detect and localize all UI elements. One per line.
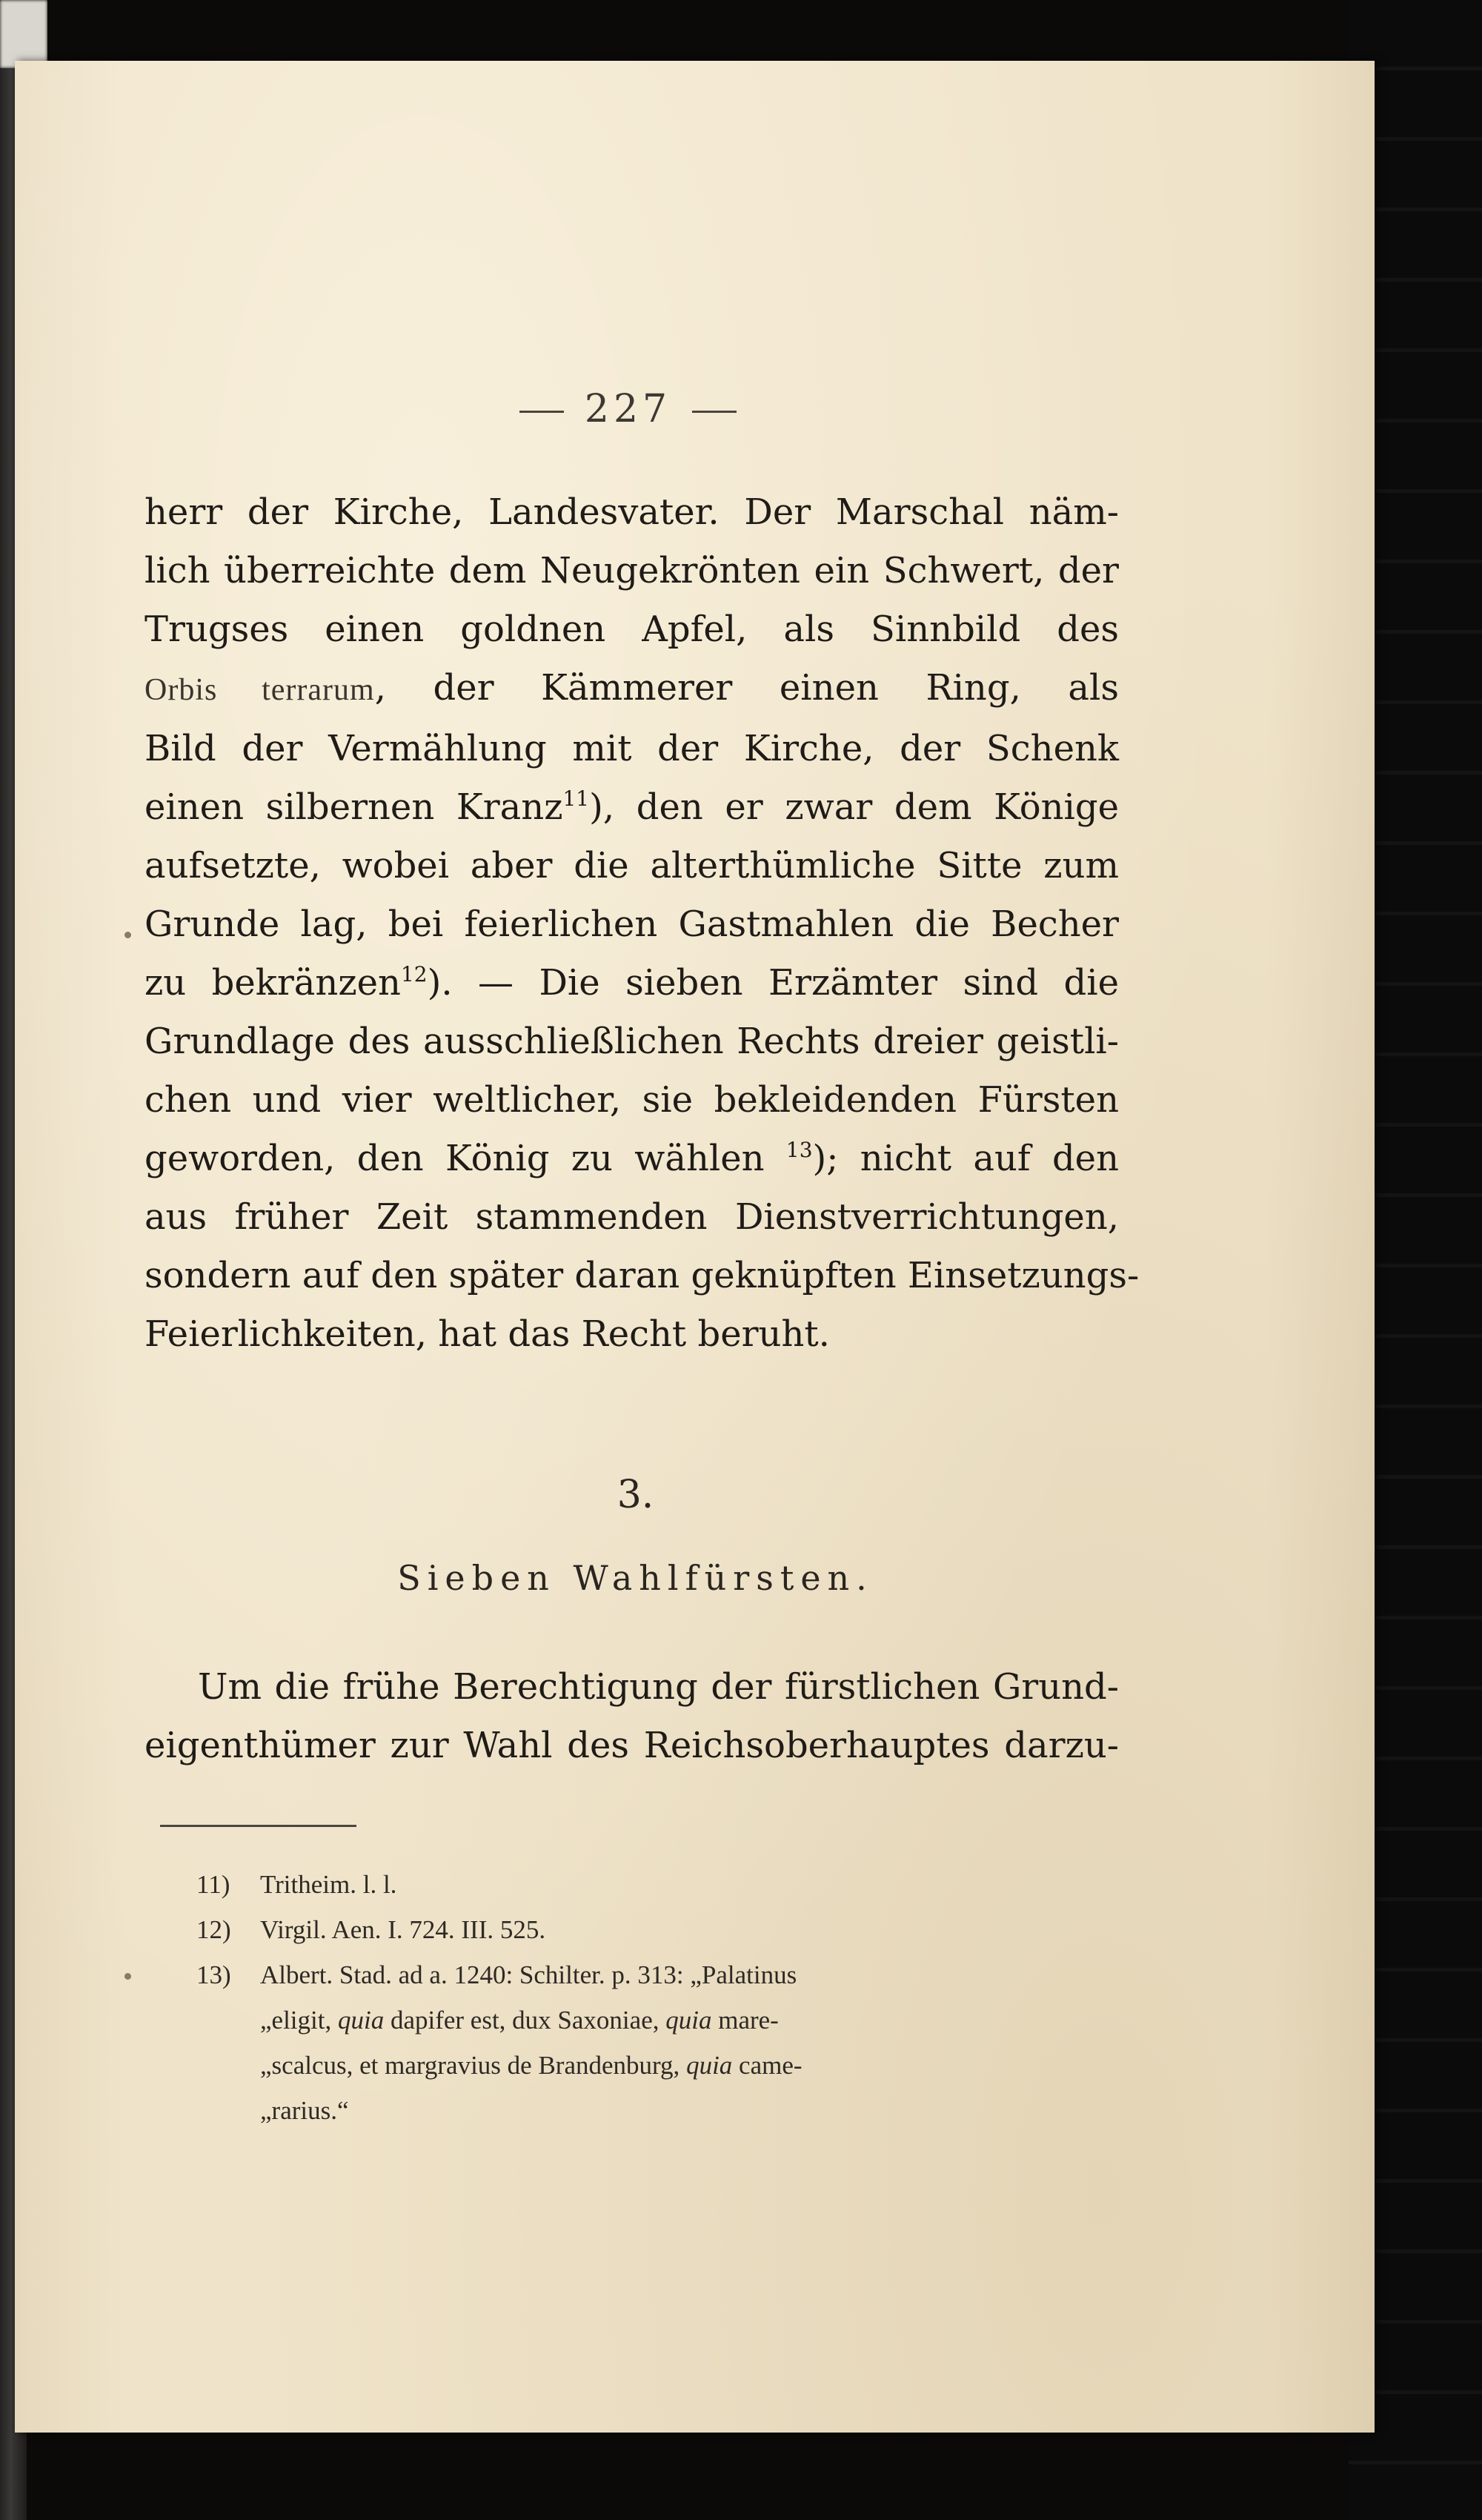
text-line: lich überreichte dem Neugekrönten ein Schwert, der [144, 550, 1119, 591]
footnote-line: 12) Virgil. Aen. I. 724. III. 525. [196, 1915, 546, 1944]
footnote-ref: 13 [785, 1138, 813, 1162]
footnote-ref: 11 [562, 786, 590, 811]
footnote-line: „eligit, quia dapifer est, dux Saxoniae, quia mare- [260, 2006, 779, 2035]
text-line: aus früher Zeit stammenden Dienstverrichtungen, [144, 1196, 1119, 1238]
paragraph-main [144, 483, 1140, 1364]
latin-phrase: Orbis terrarum [144, 673, 375, 707]
text-line: Bild der Vermählung mit der Kirche, der Schenk [144, 728, 1119, 769]
footnote-line: „scalcus, et margravius de Brandenburg, quia came- [260, 2051, 803, 2080]
text-line: Orbis terrarum, der Kämmerer einen Ring, als [144, 667, 1119, 709]
text-line: geworden, den König zu wählen $^{13}$); nicht auf den [144, 1138, 1120, 1179]
footnote-divider [160, 1825, 356, 1827]
text-line: sondern auf den später daran geknüpften Einsetzungs- [144, 1255, 1140, 1296]
text-line: zu bekränzen$^{12}$). — Die sieben Erzämter sind die [144, 962, 1120, 1004]
dash-left [519, 411, 564, 413]
text-line: Um die frühe Berechtigung der fürstlichen Grund- [198, 1666, 1119, 1708]
footnotes [196, 1862, 1130, 2133]
paragraph-section [144, 1658, 1119, 1775]
text-line: Feierlichkeiten, hat das Recht beruht. [144, 1313, 830, 1355]
footnote-ref: 12 [400, 962, 428, 987]
footnote-line: „rarius.“ [260, 2096, 349, 2125]
text-line: Grunde lag, bei feierlichen Gastmahlen die Becher [144, 903, 1119, 945]
text-line: einen silbernen Kranz$^{11}$), den er zwar dem Könige [144, 786, 1120, 828]
footnote-line: 13) Albert. Stad. ad a. 1240: Schilter. p. 313: „Palatinus [196, 1960, 797, 1989]
text-line: aufsetzte, wobei aber die alterthümliche Sitte zum [144, 845, 1119, 886]
text-line: Trugses einen goldnen Apfel, als Sinnbild des [144, 609, 1119, 650]
dash-right [692, 411, 737, 413]
print-speck [124, 1973, 131, 1980]
text-line: chen und vier weltlicher, sie bekleidenden Fürsten [144, 1079, 1119, 1121]
section-number: 3. [617, 1473, 654, 1517]
scan-marker-tab [0, 0, 47, 68]
text-line: Grundlage des ausschließlichen Rechts dreier geistli- [144, 1021, 1119, 1062]
book-page [15, 61, 1375, 2433]
text-line: herr der Kirche, Landesvater. Der Marschal näm- [144, 491, 1119, 533]
text-line: eigenthümer zur Wahl des Reichsoberhauptes darzu- [144, 1725, 1119, 1766]
print-speck [124, 932, 131, 938]
page-number: 227 [15, 387, 1241, 431]
footnote-line: 11) Tritheim. l. l. [196, 1870, 397, 1899]
section-title: Sieben Wahlfürsten. [397, 1558, 874, 1598]
